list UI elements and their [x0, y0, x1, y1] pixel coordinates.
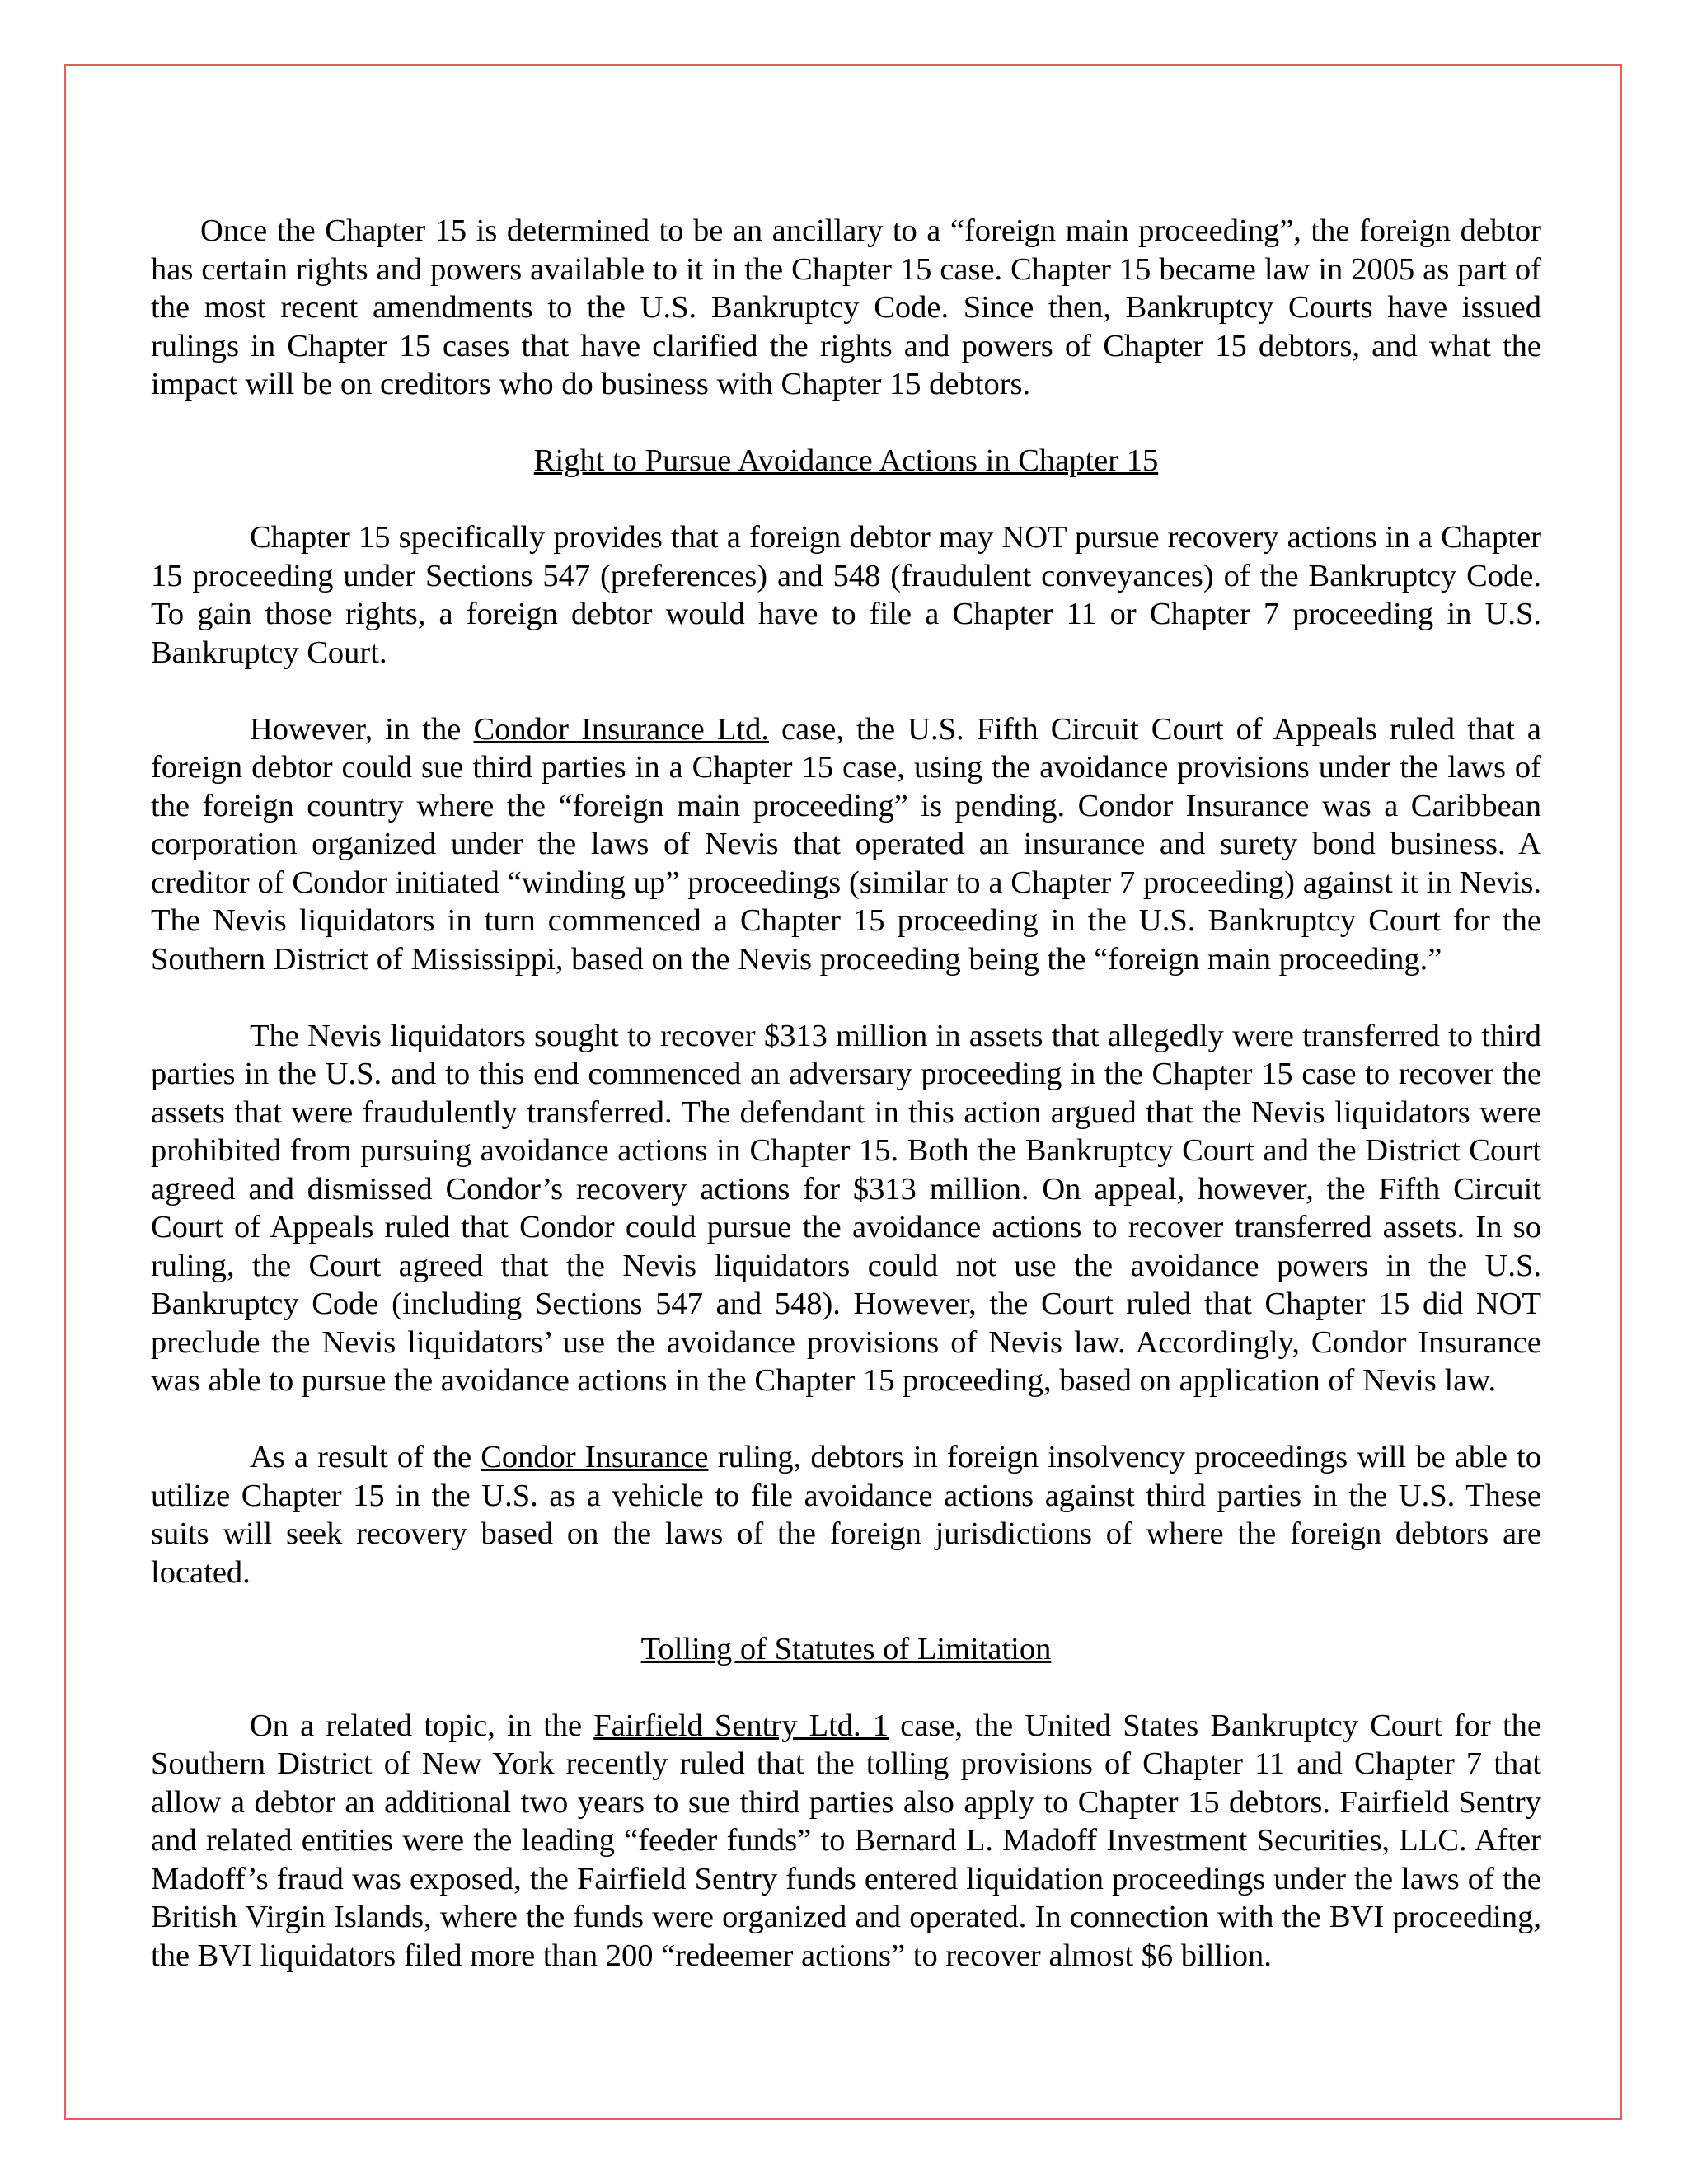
- document-body: [151, 212, 1541, 2013]
- paragraph-text: As a result of the: [250, 1440, 481, 1474]
- paragraph-intro: Once the Chapter 15 is determined to be an ancillary to a “foreign main proceeding”, the foreign debtor has certain rights and powers available to it in the Chapter 15 case. Chapter 15 became law in 2005 as part of the most recent amendments to the U.S. Bankruptcy Code. Since then, Bankruptcy Courts have issued rulings in Chapter 15 cases that have clarified the rights and powers of Chapter 15 debtors, and what the impact will be on creditors who do business with Chapter 15 debtors.: [151, 213, 1541, 401]
- paragraph-nevis-liquidators: The Nevis liquidators sought to recover $313 million in assets that allegedly were transferred to third parties in the U.S. and to this end commenced an adversary proceeding in the Chapter 15 case to recover the assets that were fraudulently transferred. The defendant in this action argued that the Nevis liquidators were prohibited from pursuing avoidance actions in Chapter 15. Both the Bankruptcy Court and the District Court agreed and dismissed Condor’s recovery actions for $313 million. On appeal, however, the Fifth Circuit Court of Appeals ruled that Condor could pursue the avoidance actions to recover transferred assets. In so ruling, the Court agreed that the Nevis liquidators could not use the avoidance powers in the U.S. Bankruptcy Code (including Sections 547 and 548). However, the Court ruled that Chapter 15 did NOT preclude the Nevis liquidators’ use the avoidance provisions of Nevis law. Accordingly, Condor Insurance was able to pursue the avoidance actions in the Chapter 15 proceeding, based on application of Nevis law.: [151, 1018, 1541, 1398]
- paragraph-text: case, the United States Bankruptcy Court for the Southern District of New York recently ruled that the tolling provisions of Chapter 11 and Chapter 7 that allow a debtor an additional two years to sue third parties also apply to Chapter 15 debtors. Fairfield Sentry and related entities were the leading “feeder funds” to Bernard L. Madoff Investment Securities, LLC. After Madoff’s fraud was exposed, the Fairfield Sentry funds entered liquidation proceedings under the laws of the British Virgin Islands, where the funds were organized and operated. In connection with the BVI proceeding, the BVI liquidators filed more than 200 “redeemer actions” to recover almost $6 billion.: [151, 1708, 1541, 1973]
- paragraph-fairfield-sentry: [151, 1707, 1541, 1975]
- paragraph-text: However, in the: [250, 711, 474, 747]
- paragraph-text: case, the U.S. Fifth Circuit Court of Appeals ruled that a foreign debtor could sue third parties in a Chapter 15 case, using the avoidance provisions under the laws of the foreign country where the “foreign main proceeding” is pending. Condor Insurance was a Caribbean corporation organized under the laws of Nevis that operated an insurance and surety bond business. A creditor of Condor initiated “winding up” proceedings (similar to a Chapter 7 proceeding) against it in Nevis. The Nevis liquidators in turn commenced a Chapter 15 proceeding in the U.S. Bankruptcy Court for the Southern District of Mississippi, based on the Nevis proceeding being the “foreign main proceeding.”: [151, 711, 1542, 977]
- section-heading-avoidance-actions: Right to Pursue Avoidance Actions in Chapter 15: [533, 443, 1159, 478]
- paragraph-chapter15-limits: Chapter 15 specifically provides that a foreign debtor may NOT pursue recovery actions in a Chapter 15 proceeding under Sections 547 (preferences) and 548 (fraudulent conveyances) of the Bankruptcy Code. To gain those rights, a foreign debtor would have to file a Chapter 11 or Chapter 7 proceeding in U.S. Bankruptcy Court.: [151, 520, 1541, 670]
- case-name-condor-insurance-ltd: Condor Insurance Ltd.: [473, 711, 769, 747]
- case-name-fairfield-sentry: Fairfield Sentry Ltd. 1: [593, 1708, 889, 1743]
- paragraph-text: On a related topic, in the: [250, 1708, 594, 1743]
- case-name-condor-insurance: Condor Insurance: [481, 1440, 709, 1474]
- section-heading-tolling: Tolling of Statutes of Limitation: [640, 1631, 1052, 1666]
- paragraph-condor-case: [151, 710, 1541, 979]
- paragraph-condor-result: [151, 1438, 1541, 1591]
- paragraph-text: ruling, debtors in foreign insolvency proceedings will be able to utilize Chapter 15 in the U.S. as a vehicle to file avoidance actions against third parties in the U.S. These suits will seek recovery based on the laws of the foreign jurisdictions of where the foreign debtors are located.: [151, 1440, 1542, 1590]
